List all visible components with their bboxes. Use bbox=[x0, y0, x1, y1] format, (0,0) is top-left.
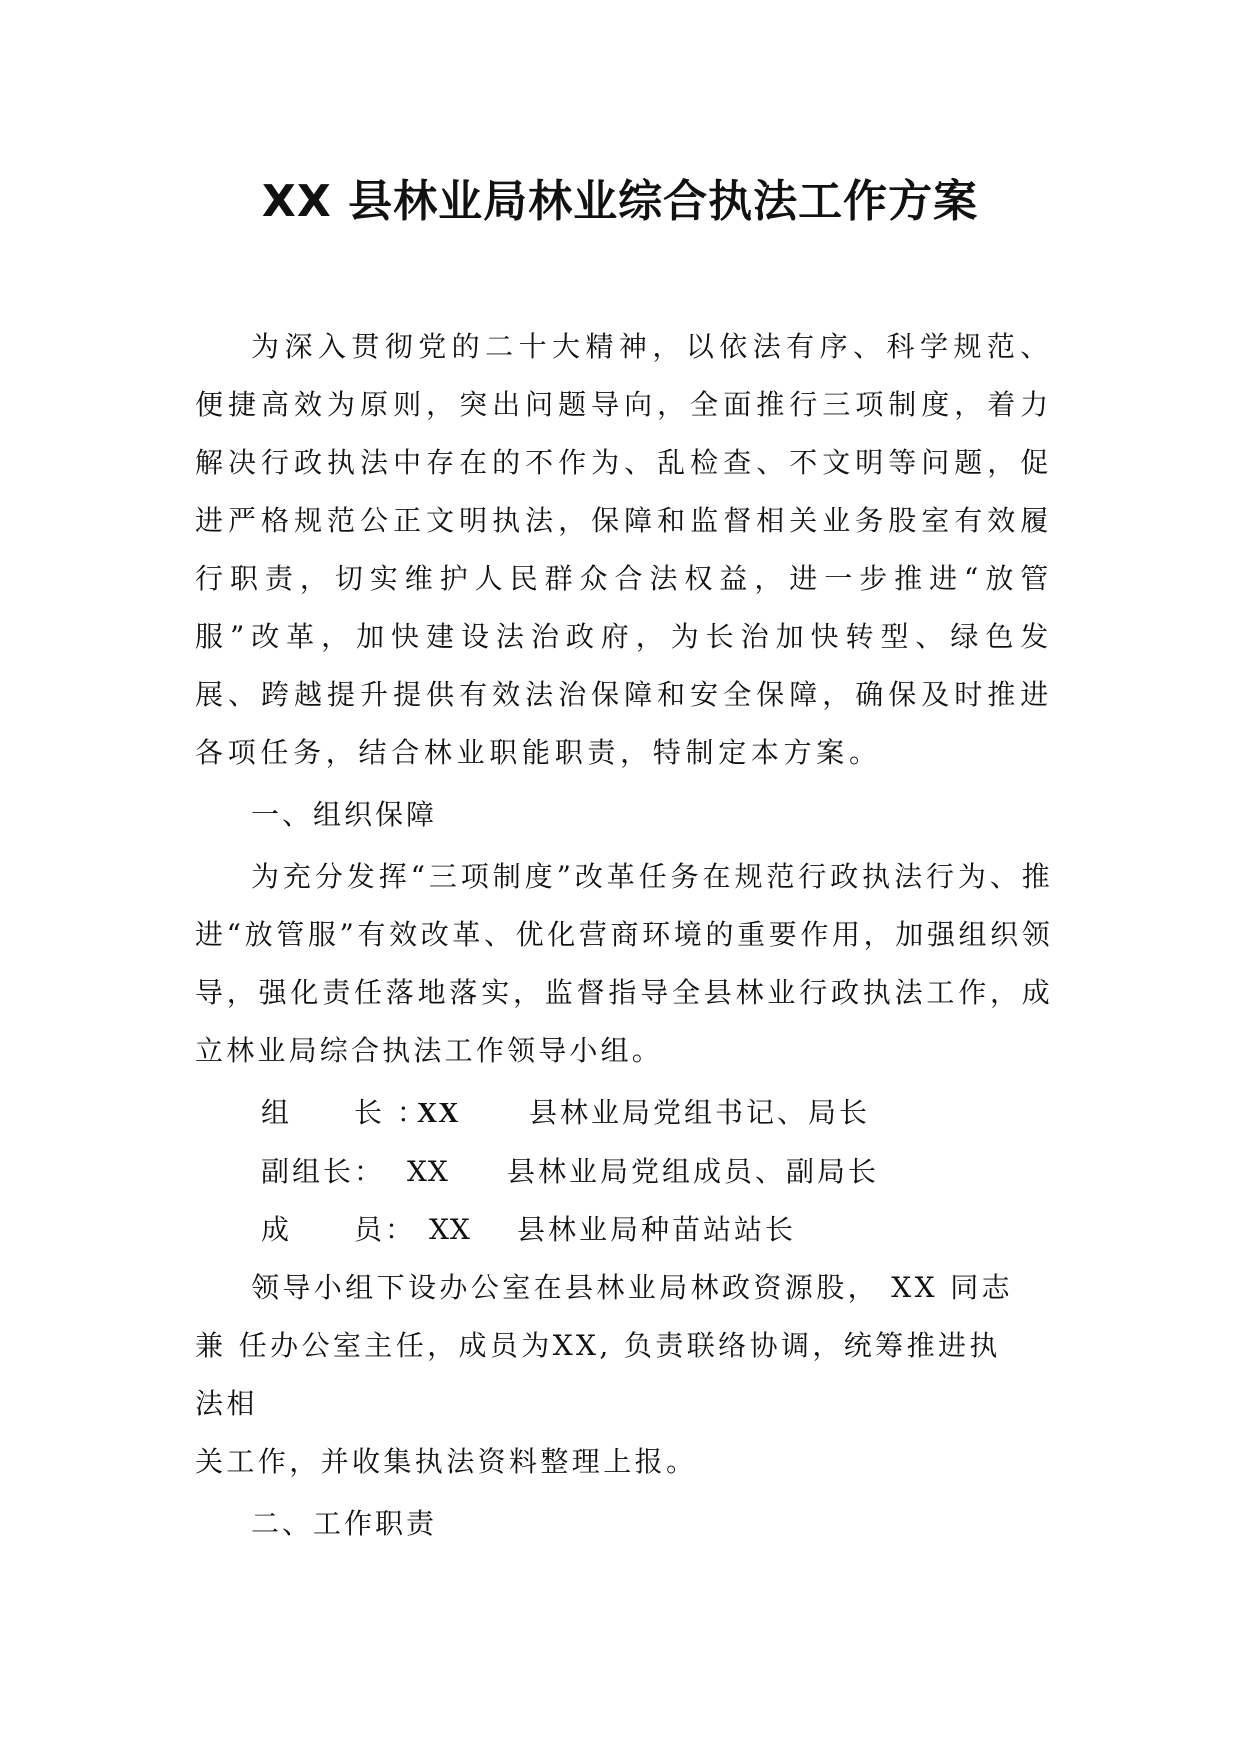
member-role: 副组长： bbox=[261, 1155, 386, 1188]
office-line: 法相 bbox=[195, 1387, 258, 1420]
member-name: XX bbox=[407, 1155, 449, 1188]
intro-paragraph: 为深入贯彻党的二十大精神，以依法有序、科学规范、便捷高效为原则，突出问题导向，全面推行三项制度，着力解决行政执法中存在的不作为、乱检查、不文明等问题，促进严格规范公正文明执法，保障和监督相关业务股室有效履行职责，切实维护人民群众合法权益，进一步推进“放管服”改革，加快建设法治政府，为长治加快转型、绿色发展、跨越提升提供有效法治保障和安全保障，确保及时推进各项任务，结合林业职能职责，特制定本方案。 bbox=[195, 330, 1053, 769]
member-role: 成 员： bbox=[261, 1213, 417, 1246]
document-body bbox=[195, 318, 1053, 1557]
member-position: 县林业局党组书记、局长 bbox=[529, 1096, 871, 1129]
member-role: 组 长 ： bbox=[261, 1096, 428, 1129]
member-row-leader bbox=[195, 1084, 1053, 1143]
member-name: XX bbox=[429, 1213, 471, 1246]
member-row-member bbox=[195, 1201, 1053, 1259]
member-row-deputy bbox=[195, 1143, 1053, 1201]
office-line: 关工作，并收集执法资料整理上报。 bbox=[195, 1445, 698, 1478]
office-line: 领导小组下设办公室在县林业局林政资源股， XX 同志 bbox=[251, 1271, 1014, 1304]
member-position: 县林业局种苗站站长 bbox=[517, 1213, 797, 1246]
member-name: XX bbox=[417, 1098, 460, 1129]
member-position: 县林业局党组成员、副局长 bbox=[507, 1155, 880, 1188]
office-line: 兼 任办公室主任，成员为XX, 负责联络协调，统筹推进执 bbox=[195, 1329, 1001, 1362]
section-heading-duties: 二、工作职责 bbox=[251, 1507, 438, 1540]
organization-paragraph: 为充分发挥“三项制度”改革任务在规范行政执法行为、推进“放管服”有效改革、优化营商环境的重要作用，加强组织领导，强化责任落地落实，监督指导全县林业行政执法工作，成立林业局综合执法工作领导小组。 bbox=[195, 860, 1053, 1067]
section-heading-organization: 一、组织保障 bbox=[251, 798, 438, 831]
document-title: XX 县林业局林业综合执法工作方案 bbox=[261, 176, 979, 227]
